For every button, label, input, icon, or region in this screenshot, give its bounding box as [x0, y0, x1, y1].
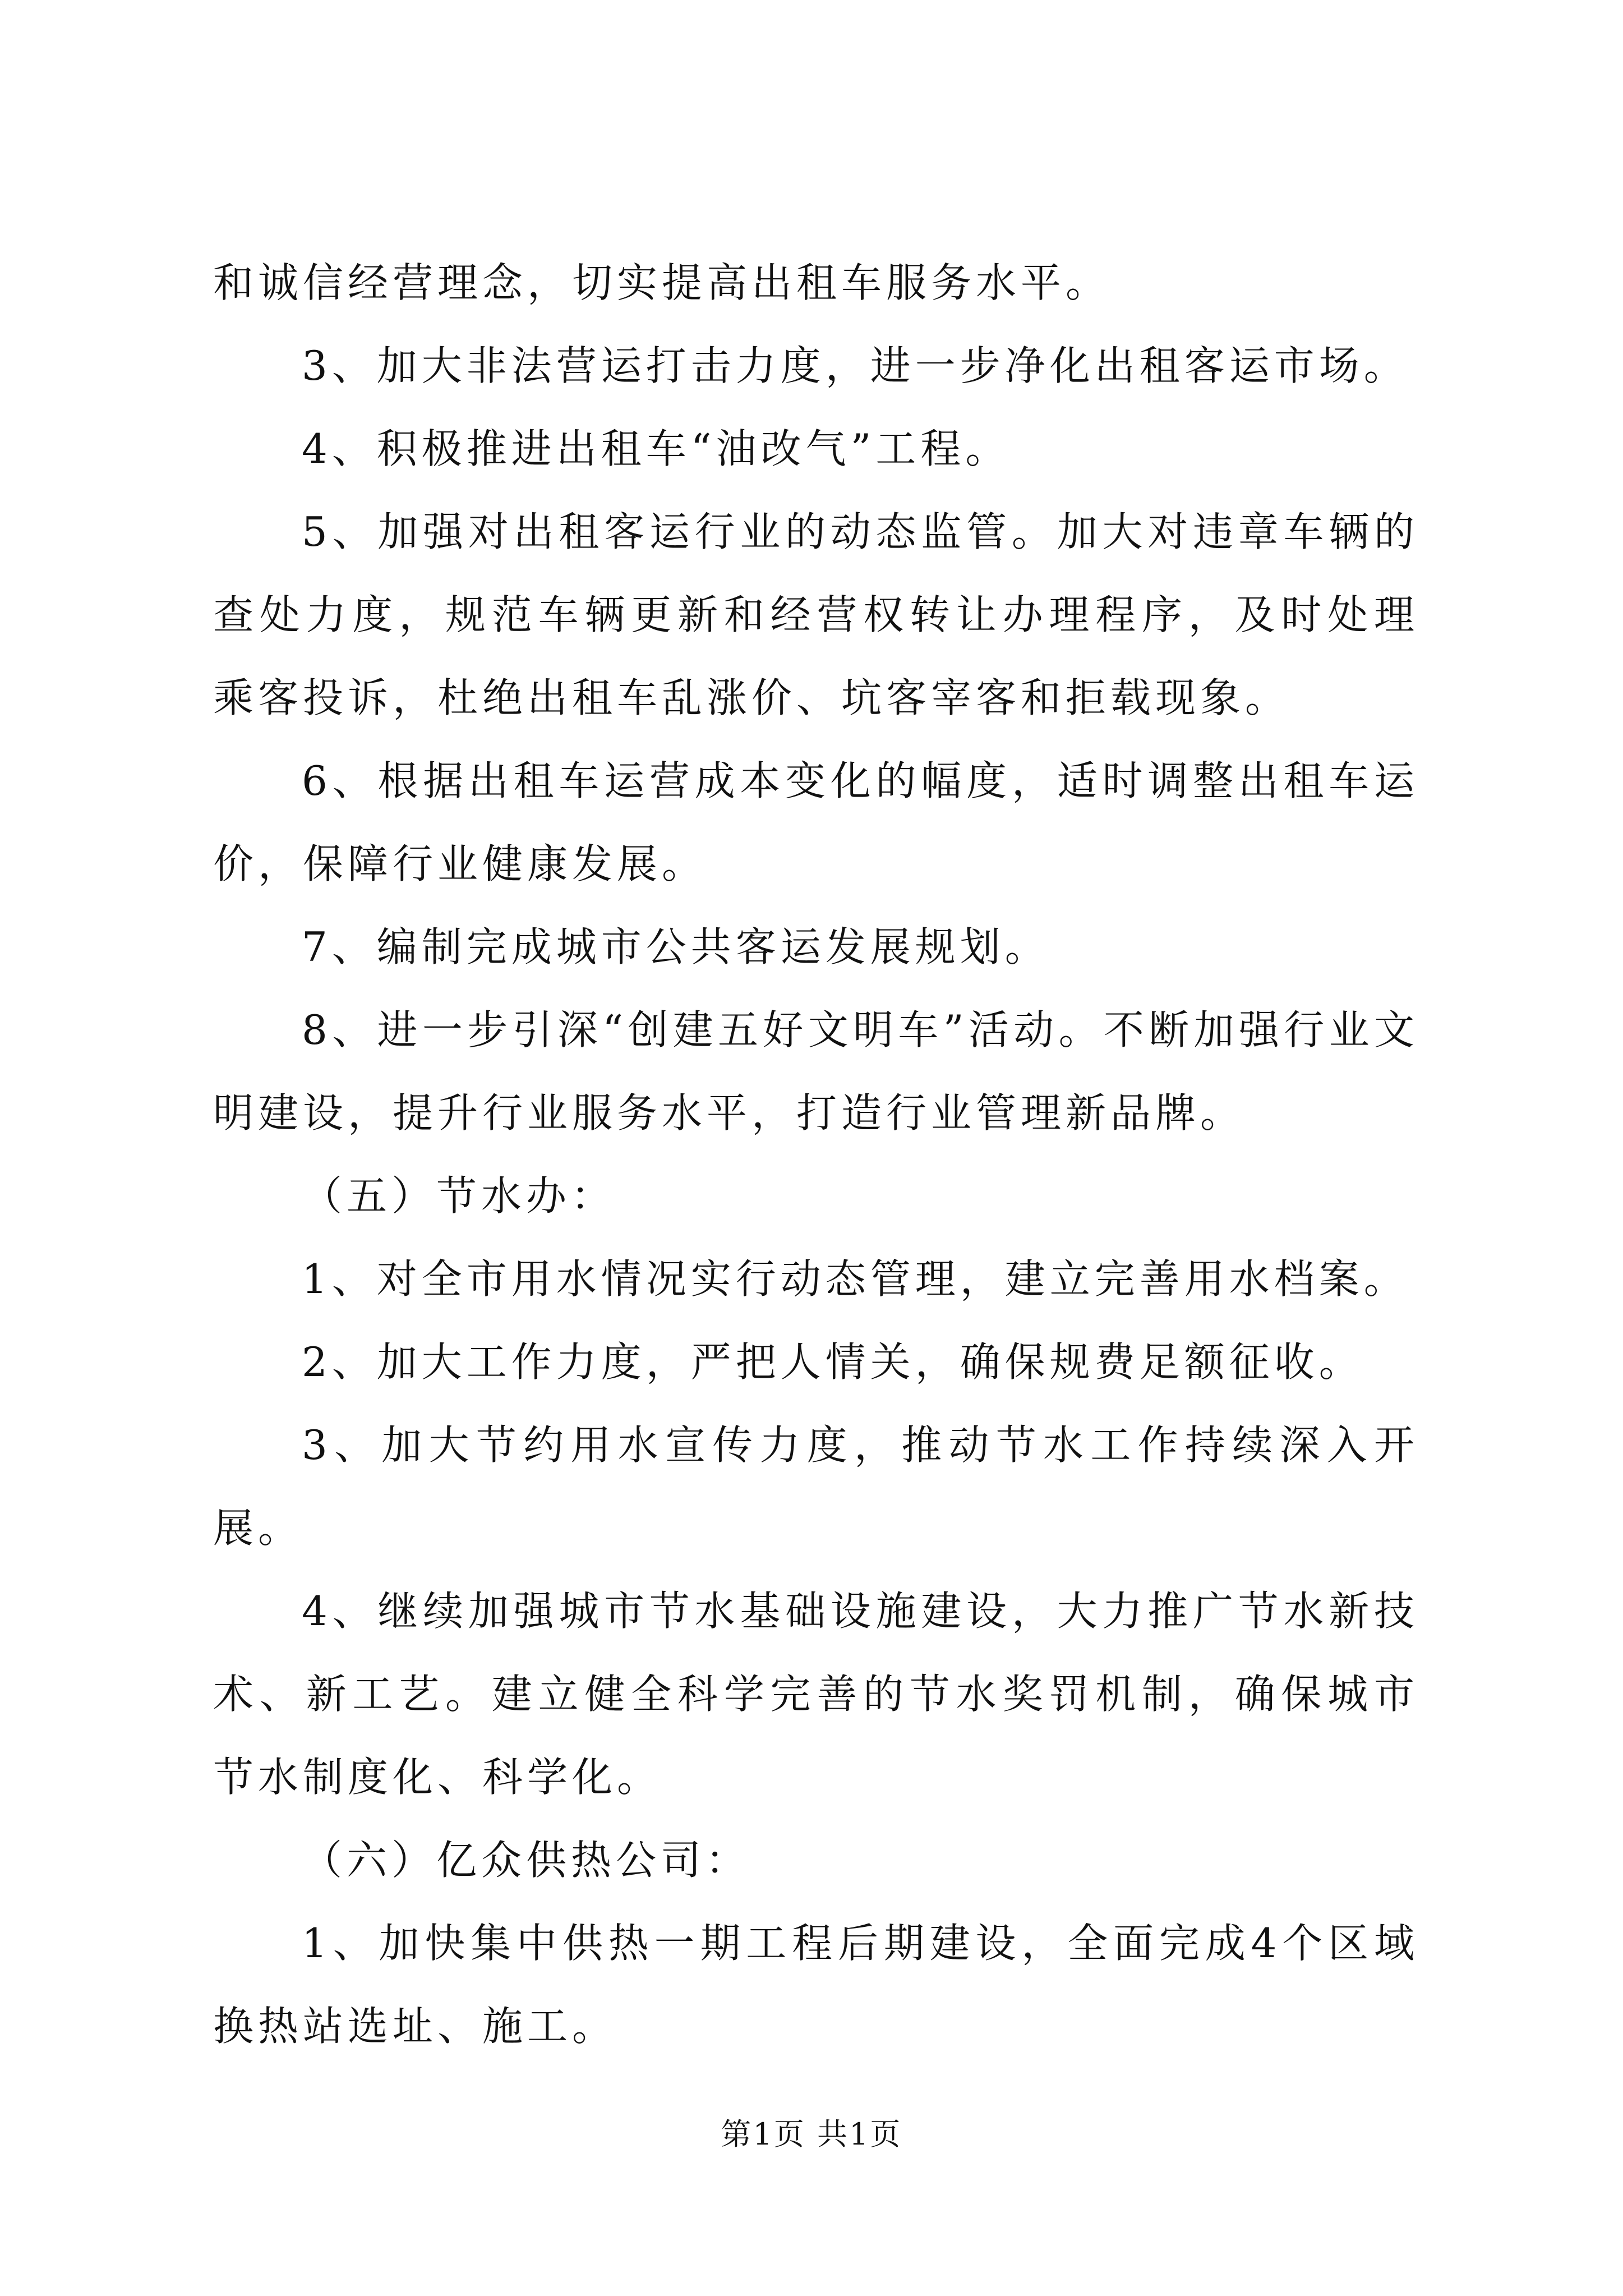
paragraph-2: 3、加大非法营运打击力度，进一步净化出租客运市场。 [302, 342, 1409, 389]
paragraph-7: 8、进一步引深“创建五好文明车”活动。不断加强行业文明建设，提升行业服务水平，打造行业管理新品牌。 [213, 1006, 1419, 1137]
document-body [213, 241, 1419, 2068]
paragraph-3: 4、积极推进出租车“油改气”工程。 [302, 425, 1011, 472]
paragraph-14: 1、加快集中供热一期工程后期建设，全面完成4个区域换热站选址、施工。 [213, 1920, 1419, 2050]
section-heading-5: （五）节水办： [302, 1172, 616, 1220]
section-heading-6: （六）亿众供热公司： [302, 1837, 751, 1884]
paragraph-9: 1、对全市用水情况实行动态管理，建立完善用水档案。 [302, 1255, 1409, 1303]
page-footer: 第1页 共1页 [721, 2116, 902, 2152]
paragraph-6: 7、编制完成城市公共客运发展规划。 [302, 923, 1050, 970]
paragraph-10: 2、加大工作力度，严把人情关，确保规费足额征收。 [302, 1338, 1364, 1386]
paragraph-1: 和诚信经营理念，切实提高出租车服务水平。 [213, 259, 1111, 306]
paragraph-4: 5、加强对出租客运行业的动态监管。加大对违章车辆的查处力度，规范车辆更新和经营权转让办理程序，及时处理乘客投诉，杜绝出租车乱涨价、坑客宰客和拒载现象。 [213, 508, 1419, 721]
paragraph-5: 6、根据出租车运营成本变化的幅度，适时调整出租车运价，保障行业健康发展。 [213, 757, 1419, 887]
paragraph-11: 3、加大节约用水宣传力度，推动节水工作持续深入开展。 [213, 1421, 1419, 1552]
paragraph-12: 4、继续加强城市节水基础设施建设，大力推广节水新技术、新工艺。建立健全科学完善的节水奖罚机制，确保城市节水制度化、科学化。 [213, 1588, 1419, 1801]
